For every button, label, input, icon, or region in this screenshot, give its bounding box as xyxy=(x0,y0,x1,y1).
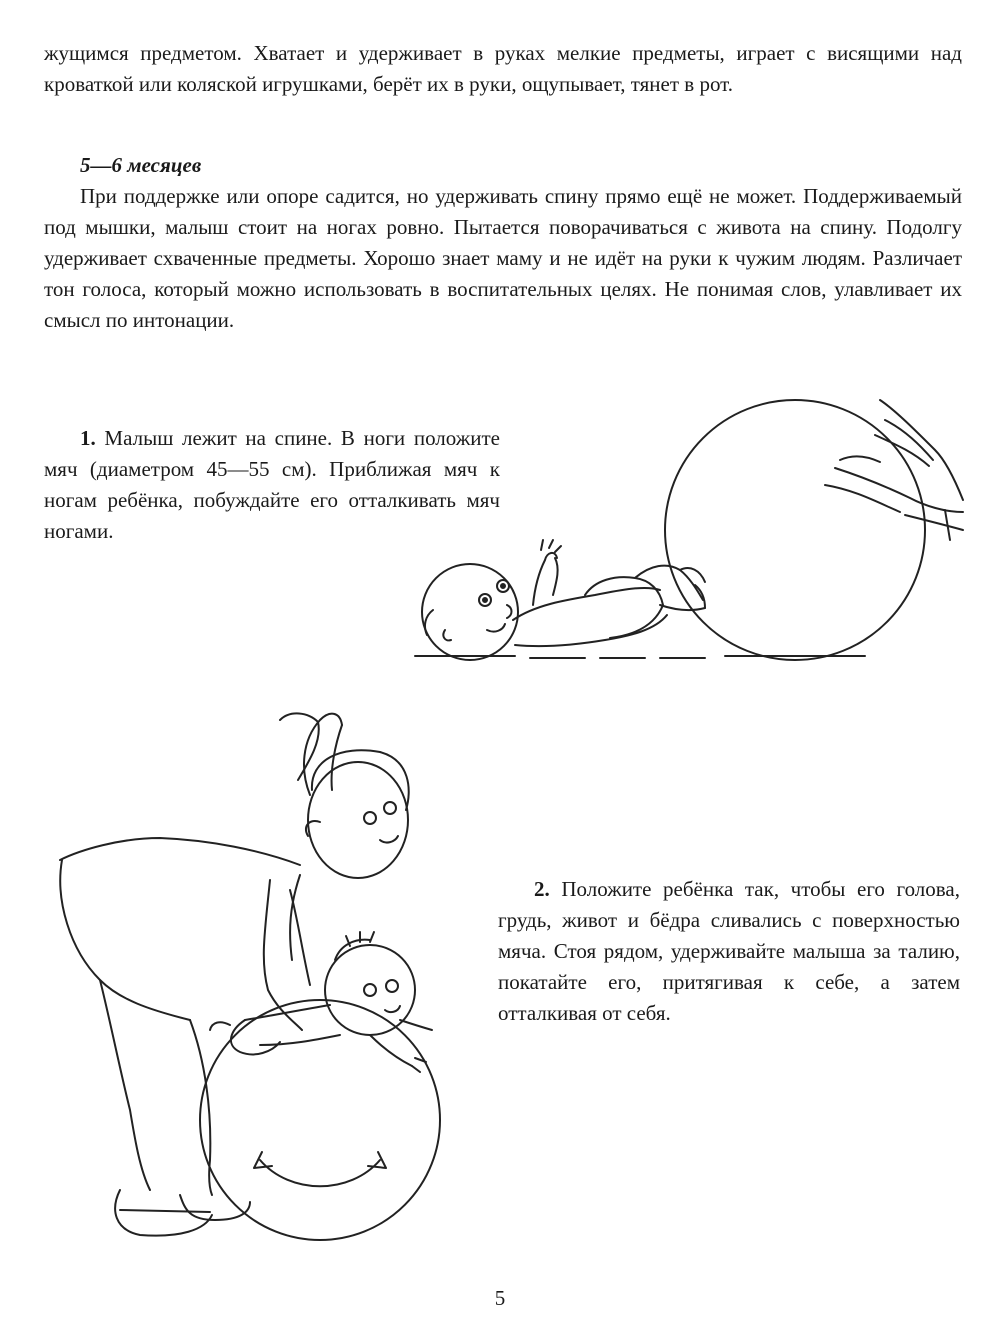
exercise-ball xyxy=(200,1000,440,1240)
mother xyxy=(60,713,409,1235)
intro-paragraph: жущимся предметом. Хватает и удерживает в руках мелкие предметы, играет с висящими над кроваткой или коляской игрушками, берёт их в руки, ощупывает, тянет в рот. xyxy=(44,41,962,96)
section-heading: 5—6 месяцев xyxy=(80,153,202,177)
rolling-arrows-icon xyxy=(254,1152,386,1186)
section-paragraph: При поддержке или опоре садится, но удерживать спину прямо ещё не может. Поддерживаемый под мышки, малыш стоит на ногах ровно. Пытается поворачиваться с живота на спину. Подолгу удерживает схваченные предметы. Хорошо знает маму и не идёт на руки к чужим людям. Различает тон голоса, который можно использовать в воспитательных целях. Не понимая слов, улавливает их смысл по интонации. xyxy=(44,184,962,332)
illustration-baby-ball-on-back xyxy=(405,390,975,680)
adult-hands xyxy=(825,400,963,540)
illustration-mother-baby-on-ball xyxy=(40,690,480,1270)
baby-lying xyxy=(422,540,705,660)
exercise-2 xyxy=(498,874,960,1029)
page-number: 5 xyxy=(494,1286,506,1310)
baby-on-ball xyxy=(210,932,432,1072)
exercise-2-text: Положите ребёнка так, чтобы его голова, грудь, живот и бёдра сливались с поверхностью мяча. Стоя рядом, удерживайте малыша за талию, покатайте его, притягивая к себе, а затем отталкивая от себя. xyxy=(498,877,960,1025)
exercise-1-text: Малыш лежит на спине. В ноги положите мяч (диаметром 45—55 см). Приближая мяч к ногам ребёнка, побуждайте его отталкивать мяч ногами. xyxy=(44,426,501,543)
exercise-2-number: 2. xyxy=(534,877,550,901)
exercise-1-number: 1. xyxy=(80,426,96,450)
